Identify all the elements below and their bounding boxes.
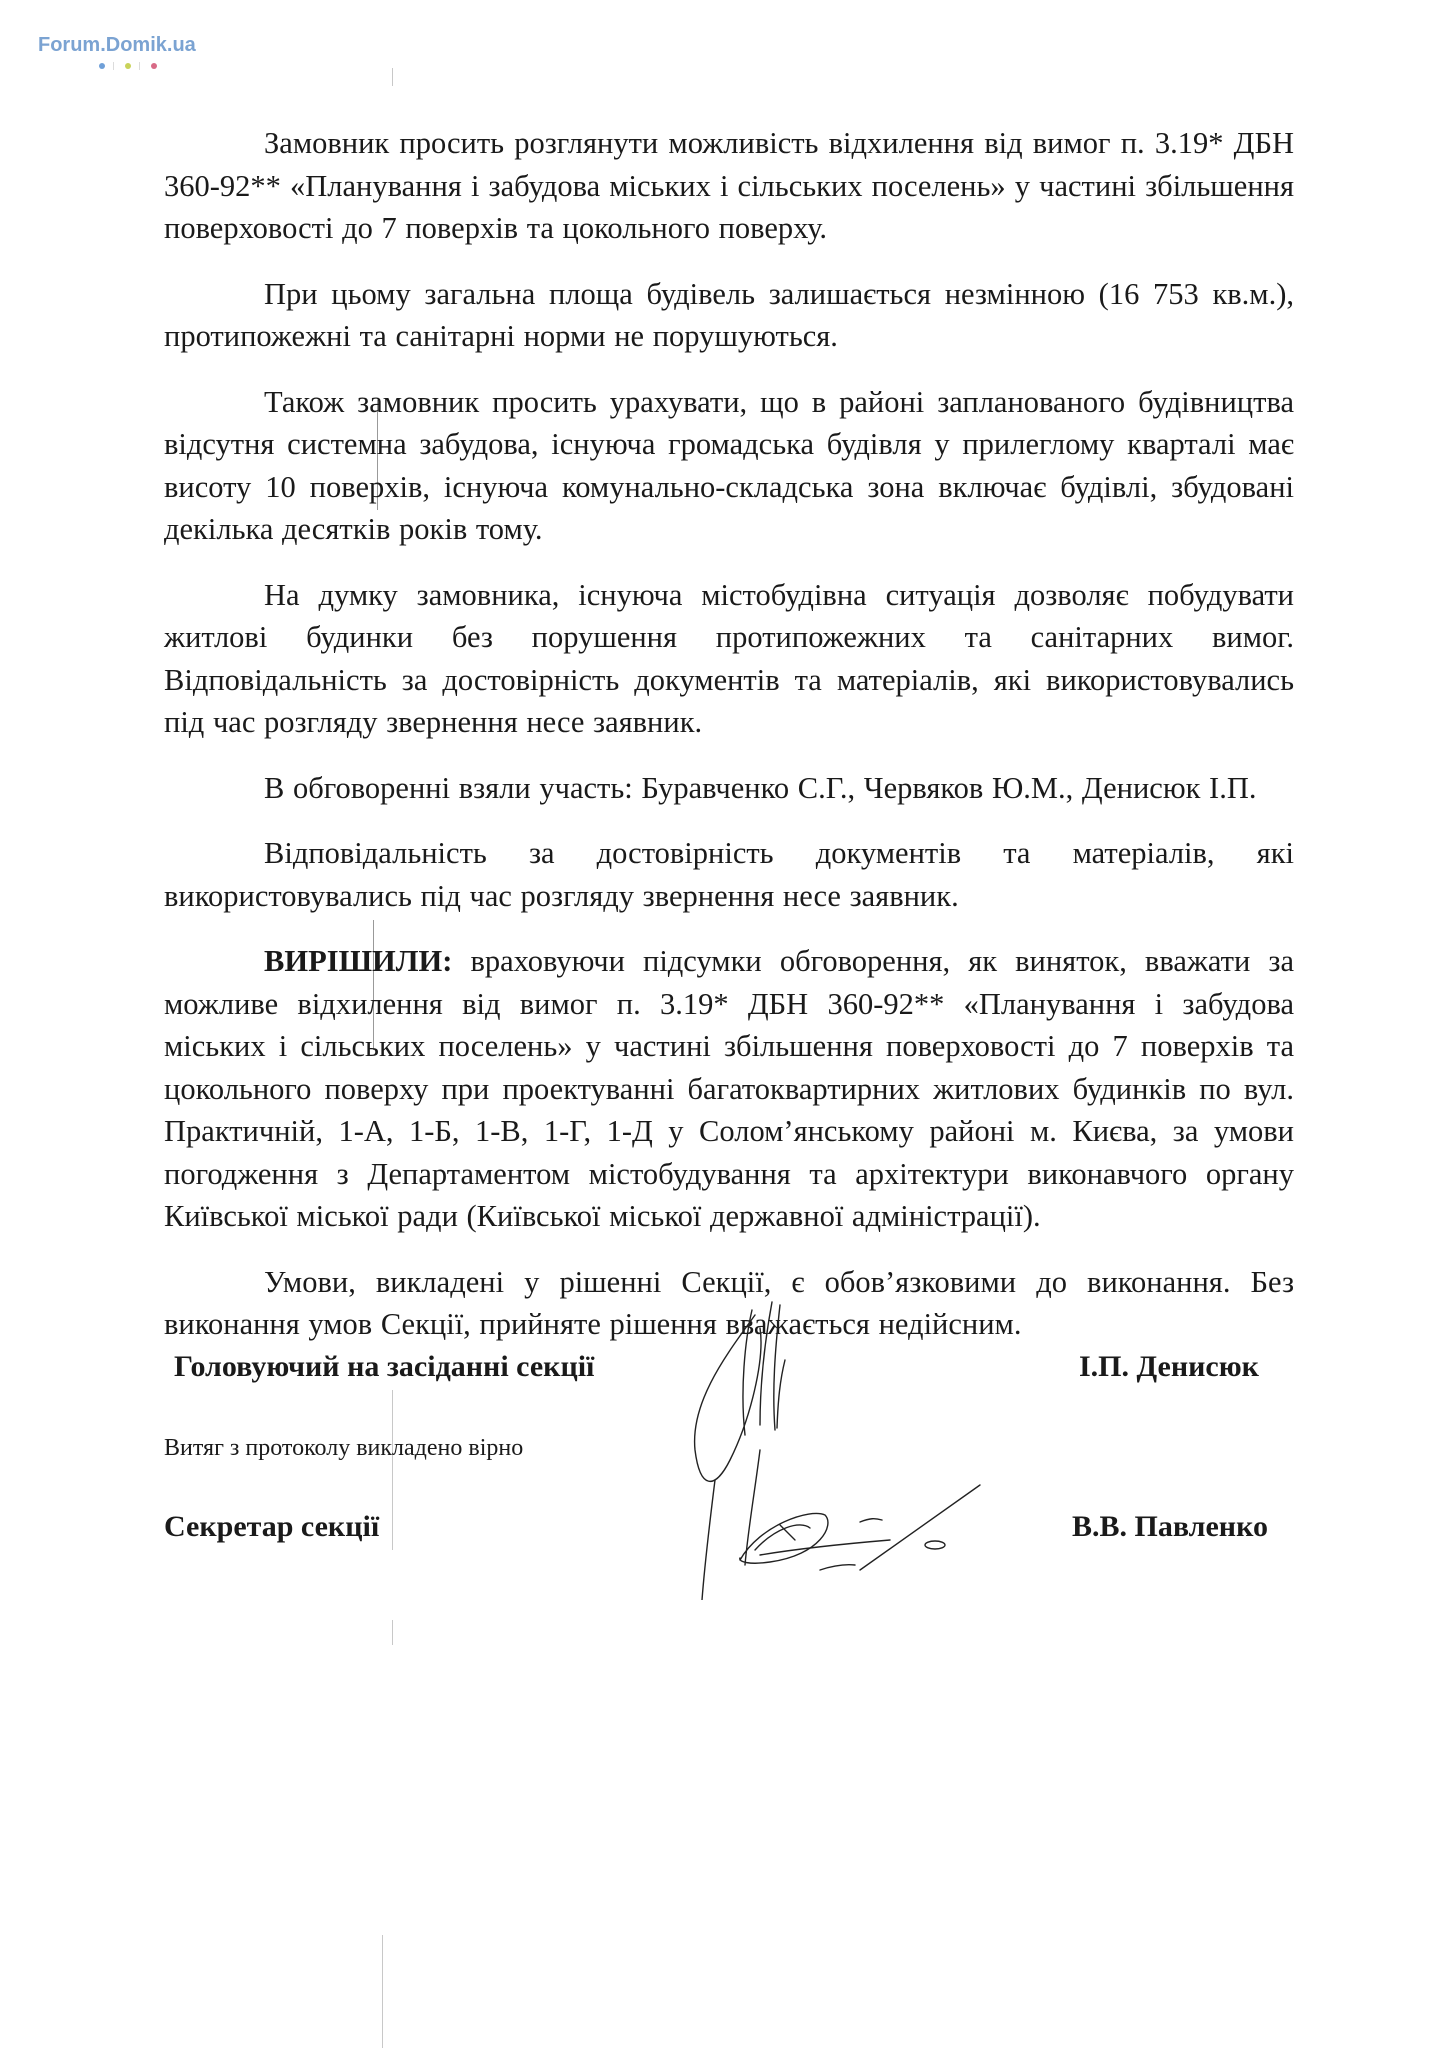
- extract-note: Витяг з протоколу викладено вірно: [164, 1435, 524, 1461]
- paragraph-context: Також замовник просить урахувати, що в районі запланованого будівництва відсутня системна забудова, існуюча громадська будівля у прилеглому кварталі має висоту 10 поверхів, існуюча комунально-складська зона включає будівлі, збудовані декілька десятків років тому.: [164, 384, 1294, 546]
- chair-signature-icon: [695, 1302, 785, 1600]
- watermark-text: Forum.Domik.ua: [38, 34, 196, 56]
- secretary-signature-icon: [740, 1485, 980, 1570]
- document-body: [164, 122, 1294, 1369]
- paragraph-area: При цьому загальна площа будівель залишається незмінною (16 753 кв.м.), протипожежні та санітарні норми не порушуються.: [164, 276, 1294, 353]
- paragraph-responsibility: Відповідальність за достовірність документів та матеріалів, які використовувались під час розгляду звернення несе заявник.: [164, 836, 1294, 913]
- watermark-dot-pink: [151, 63, 157, 69]
- paragraph-participants: В обговоренні взяли участь: Буравченко С.Г., Червяков Ю.М., Денисюк І.П.: [264, 770, 1257, 805]
- forum-watermark: [38, 34, 196, 57]
- watermark-separator: [139, 62, 140, 70]
- paragraph-decision: [164, 940, 1294, 1238]
- paragraph-conditions: Умови, викладені у рішенні Секції, є обов’язковими до виконання. Без виконання умов Секції, прийняте рішення вважається недійсним.: [164, 1264, 1294, 1341]
- paragraph-opinion: На думку замовника, існуюча містобудівна ситуація дозволяє побудувати житлові будинки без порушення протипожежних та санітарних вимог. Відповідальність за достовірність документів та матеріалів, які використовувались під час розгляду звернення несе заявник.: [164, 577, 1294, 739]
- watermark-dot-green: [125, 63, 131, 69]
- scan-artifact-line: [392, 1620, 393, 1645]
- chair-name: І.П. Денисюк: [1079, 1350, 1259, 1383]
- decision-label: ВИРІШИЛИ:: [264, 944, 453, 978]
- watermark-dots: [99, 61, 199, 71]
- chair-title: Головуючий на засіданні секції: [174, 1350, 595, 1383]
- decision-text: враховуючи підсумки обговорення, як виняток, вважати за можливе відхилення від вимог п. 3.19* ДБН 360-92** «Планування і забудова міських і сільських поселень» у частині збільшення поверховості до 7 поверхів та цокольного поверху при проектуванні багатоквартирних житлових будинків по вул. Практичній, 1-А, 1-Б, 1-В, 1-Г, 1-Д у Солом’янському районі м. Києва, за умови погодження з Департаментом містобудування та архітектури виконавчого органу Київської міської ради (Київської міської державної адміністрації).: [164, 944, 1294, 1233]
- scan-artifact-line: [382, 1935, 383, 2048]
- watermark-dot-blue: [99, 63, 105, 69]
- secretary-name: В.В. Павленко: [1072, 1510, 1268, 1543]
- watermark-separator: [113, 62, 114, 70]
- scan-artifact-line: [392, 68, 393, 86]
- secretary-title: Секретар секції: [164, 1510, 380, 1543]
- handwritten-signatures: [660, 1300, 1010, 1600]
- paragraph-request: Замовник просить розглянути можливість відхилення від вимог п. 3.19* ДБН 360-92** «Планування і забудова міських і сільських поселень» у частині збільшення поверховості до 7 поверхів та цокольного поверху.: [164, 126, 1294, 245]
